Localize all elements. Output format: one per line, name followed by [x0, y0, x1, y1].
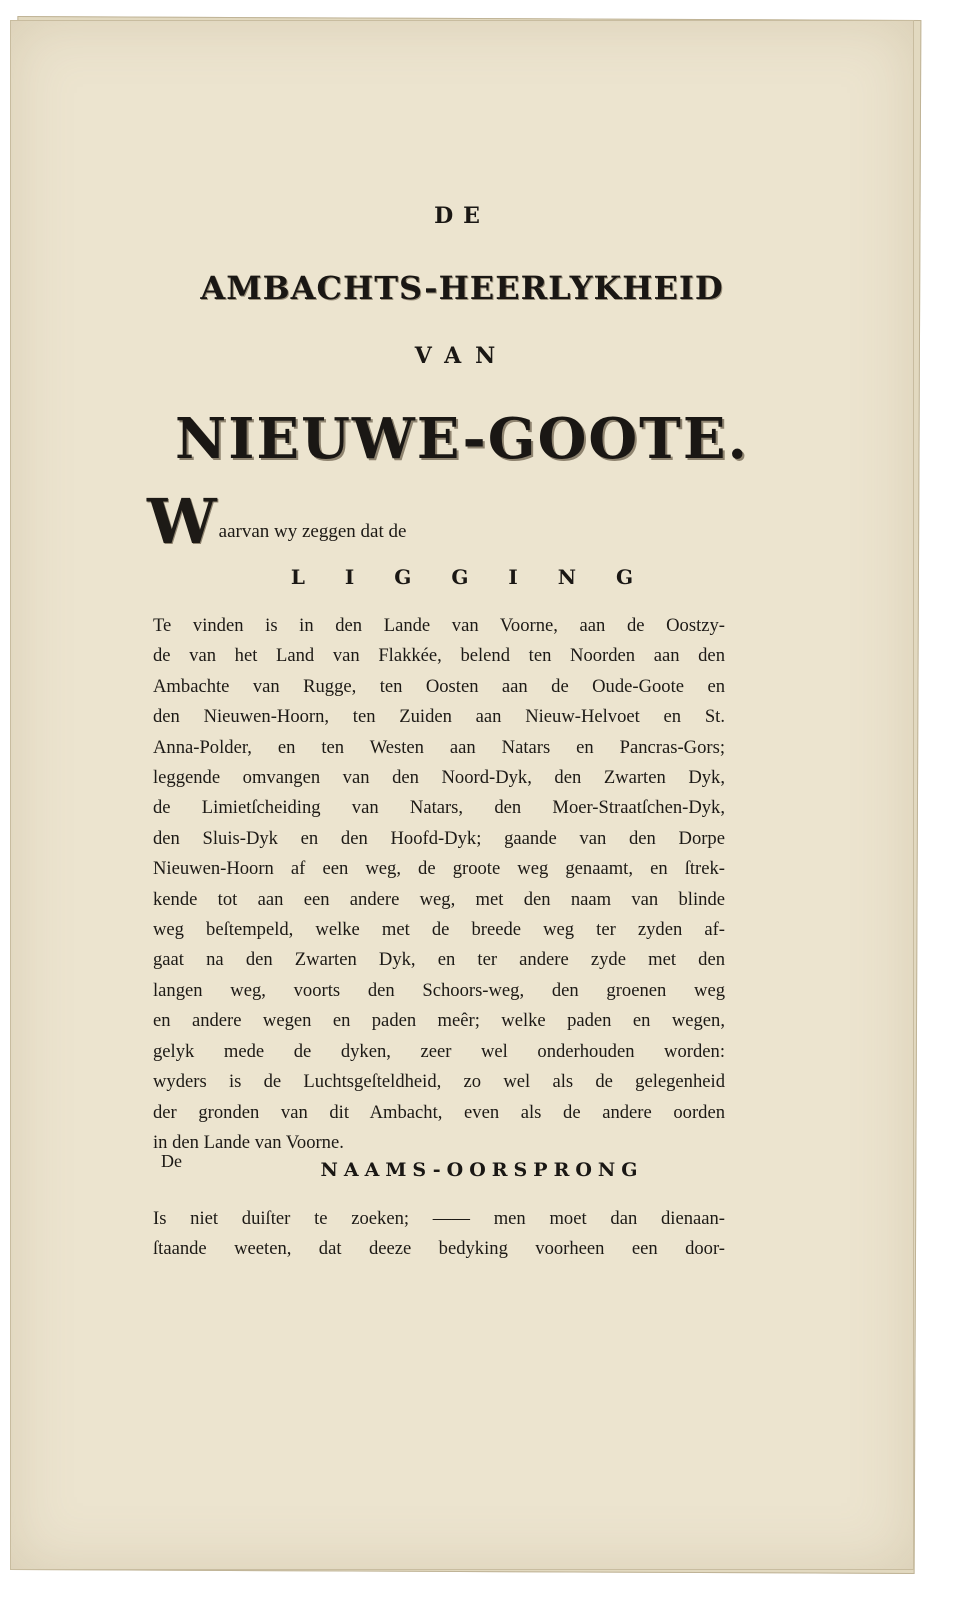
body-line: Nieuwen-Hoorn af een weg, de groote weg genaamt, en ſtrek-: [153, 858, 725, 880]
body-line: Ambachte van Rugge, ten Oosten aan de Oude-Goote en: [153, 675, 725, 697]
body-line: ſtaande weeten, dat deeze bedyking voorheen een door-: [153, 1238, 725, 1260]
body-line: langen weg, voorts den Schoors-weg, den groenen weg: [153, 979, 725, 1001]
body-line: den Sluis-Dyk en den Hoofd-Dyk; gaande van den Dorpe: [153, 827, 725, 849]
body-line: weg beſtempeld, welke met de breede weg ter zyden af-: [153, 919, 725, 941]
body-line: leggende omvangen van den Noord-Dyk, den Zwarten Dyk,: [153, 767, 725, 789]
body-line: der gronden van dit Ambacht, even als de andere oorden: [153, 1101, 725, 1123]
body-line: de Limietſcheiding van Natars, den Moer-Straatſchen-Dyk,: [153, 797, 725, 819]
body-line: de van het Land van Flakkée, belend ten Noorden aan den: [153, 645, 725, 667]
body-line: kende tot aan een andere weg, met den naam van blinde: [153, 888, 725, 910]
drop-cap: W: [147, 485, 217, 558]
body-line: in den Lande van Voorne.: [153, 1131, 344, 1153]
body-line: den Nieuwen-Hoorn, ten Zuiden aan Nieuw-Helvoet en St.: [153, 706, 725, 728]
body-line: Anna-Polder, en ten Westen aan Natars en Pancras-Gors;: [153, 736, 725, 758]
heading-van: VAN: [414, 343, 510, 369]
section-title-naams-oorsprong: NAAMS-OORSPRONG: [320, 1159, 644, 1181]
body-line: wyders is de Luchtsgeſteldheid, zo wel als de gelegenheid: [153, 1071, 725, 1093]
body-line: en andere wegen en paden meêr; welke paden en wegen,: [153, 1010, 725, 1032]
body-line: Te vinden is in den Lande van Voorne, aan de Oostzy-: [153, 615, 725, 636]
heading-ambachts: AMBACHTS-HEERLYKHEID: [200, 269, 724, 307]
opening-line: [147, 485, 747, 558]
body-line: gelyk mede de dyken, zeer wel onderhouden worden:: [153, 1040, 725, 1062]
opening-text: aarvan wy zeggen dat de: [218, 521, 407, 542]
section-title-ligging: LIGGING: [290, 565, 674, 589]
heading-de: DE: [434, 203, 490, 229]
body-line: gaat na den Zwarten Dyk, en ter andere zyde met den: [153, 949, 725, 971]
catchword: De: [161, 1151, 182, 1171]
document-page: [10, 20, 914, 1570]
section-body-ligging: [153, 611, 725, 1158]
page-title: NIEUWE-GOOTE.: [175, 406, 749, 472]
section-body-naams-oorsprong: [153, 1204, 725, 1265]
body-line: Is niet duiſter te zoeken; —— men moet dan dienaan-: [153, 1208, 725, 1229]
